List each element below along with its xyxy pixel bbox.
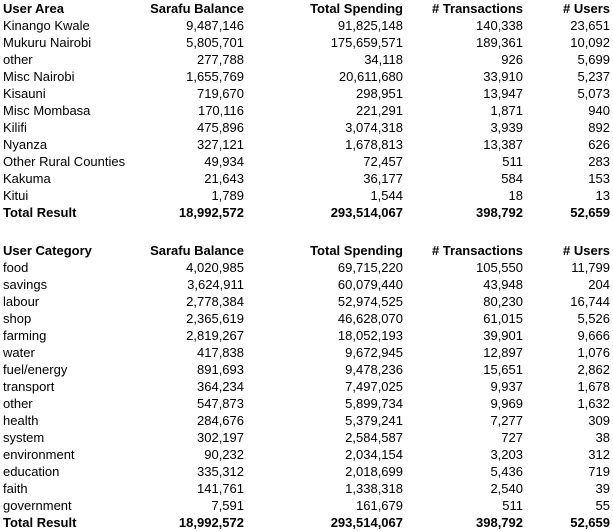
cell-users: 5,699: [577, 52, 610, 67]
cell-name: other: [3, 396, 33, 411]
cell-total-spending: 46,628,070: [337, 311, 403, 326]
column-header-name: User Area: [3, 1, 64, 16]
cell-sarafu-balance: 49,934: [204, 154, 244, 169]
cell-transactions: 9,937: [490, 379, 523, 394]
table-row: [0, 327, 613, 344]
table-row: [0, 119, 613, 136]
cell-total-spending: 72,457: [363, 154, 403, 169]
cell-total-spending: 91,825,148: [337, 18, 403, 33]
cell-sarafu-balance: 3,624,911: [187, 277, 244, 292]
cell-name: environment: [3, 447, 75, 462]
cell-transactions: 80,230: [483, 294, 523, 309]
cell-name: Misc Nairobi: [3, 69, 75, 84]
cell-sarafu-balance: 327,121: [197, 137, 244, 152]
cell-users: 39: [595, 481, 610, 496]
cell-users: 55: [595, 498, 610, 513]
cell-sarafu-balance: 547,873: [197, 396, 244, 411]
cell-total-spending: 1,544: [370, 188, 403, 203]
table-row: [0, 259, 613, 276]
column-header-sarafu-balance: Sarafu Balance: [150, 243, 244, 258]
total-cell-transactions: 398,792: [476, 515, 523, 530]
cell-total-spending: 9,672,945: [345, 345, 403, 360]
cell-name: Misc Mombasa: [3, 103, 91, 118]
total-cell-name: Total Result: [3, 205, 77, 220]
table-row: [0, 51, 613, 68]
column-header-sarafu-balance: Sarafu Balance: [150, 1, 244, 16]
cell-total-spending: 2,018,699: [345, 464, 403, 479]
cell-transactions: 61,015: [483, 311, 523, 326]
cell-name: system: [3, 430, 45, 445]
cell-total-spending: 5,899,734: [345, 396, 403, 411]
user-category-section: [0, 242, 613, 531]
cell-total-spending: 298,951: [356, 86, 403, 101]
cell-sarafu-balance: 141,761: [197, 481, 244, 496]
cell-sarafu-balance: 302,197: [197, 430, 244, 445]
cell-users: 153: [588, 171, 610, 186]
cell-users: 719: [588, 464, 610, 479]
cell-transactions: 5,436: [490, 464, 523, 479]
cell-users: 1,678: [577, 379, 610, 394]
cell-transactions: 3,203: [490, 447, 523, 462]
cell-total-spending: 175,659,571: [330, 35, 403, 50]
cell-sarafu-balance: 284,676: [197, 413, 244, 428]
cell-sarafu-balance: 7,591: [211, 498, 244, 513]
total-cell-total-spending: 293,514,067: [330, 205, 403, 220]
user-area-section: [0, 0, 613, 221]
cell-total-spending: 161,679: [356, 498, 403, 513]
table-row: [0, 310, 613, 327]
table-row: [0, 153, 613, 170]
cell-transactions: 926: [501, 52, 523, 67]
table-row: [0, 293, 613, 310]
cell-sarafu-balance: 719,670: [197, 86, 244, 101]
cell-users: 5,073: [577, 86, 610, 101]
cell-users: 626: [588, 137, 610, 152]
cell-transactions: 7,277: [490, 413, 523, 428]
column-header-users: # Users: [563, 1, 610, 16]
cell-users: 38: [595, 430, 610, 445]
cell-name: Other Rural Counties: [3, 154, 126, 169]
cell-name: savings: [3, 277, 48, 292]
cell-transactions: 2,540: [490, 481, 523, 496]
cell-transactions: 1,871: [490, 103, 523, 118]
table-row: [0, 187, 613, 204]
table-row: [0, 276, 613, 293]
table-row: [0, 446, 613, 463]
cell-name: Kisauni: [3, 86, 46, 101]
cell-total-spending: 7,497,025: [345, 379, 403, 394]
table-row: [0, 497, 613, 514]
cell-name: education: [3, 464, 60, 479]
cell-total-spending: 36,177: [363, 171, 403, 186]
cell-name: Mukuru Nairobi: [3, 35, 92, 50]
cell-sarafu-balance: 4,020,985: [186, 260, 244, 275]
cell-transactions: 13,387: [483, 137, 523, 152]
cell-users: 10,092: [570, 35, 610, 50]
cell-total-spending: 2,034,154: [345, 447, 403, 462]
cell-transactions: 33,910: [483, 69, 523, 84]
cell-total-spending: 1,338,318: [345, 481, 403, 496]
cell-sarafu-balance: 5,805,701: [186, 35, 244, 50]
cell-users: 283: [588, 154, 610, 169]
table-row: [0, 395, 613, 412]
cell-total-spending: 69,715,220: [337, 260, 403, 275]
cell-name: Nyanza: [3, 137, 48, 152]
cell-sarafu-balance: 364,234: [197, 379, 244, 394]
cell-name: farming: [3, 328, 47, 343]
column-header-users: # Users: [563, 243, 610, 258]
cell-total-spending: 5,379,241: [345, 413, 403, 428]
column-header-name: User Category: [3, 243, 92, 258]
table-row: [0, 412, 613, 429]
cell-total-spending: 18,052,193: [337, 328, 403, 343]
table-row: [0, 463, 613, 480]
cell-sarafu-balance: 417,838: [197, 345, 244, 360]
total-row: [0, 514, 613, 531]
cell-transactions: 3,939: [490, 120, 523, 135]
cell-name: transport: [3, 379, 55, 394]
cell-total-spending: 1,678,813: [345, 137, 403, 152]
cell-users: 1,632: [577, 396, 610, 411]
cell-total-spending: 34,118: [364, 52, 403, 67]
cell-users: 892: [588, 120, 610, 135]
cell-users: 9,666: [577, 328, 610, 343]
cell-sarafu-balance: 891,693: [197, 362, 244, 377]
cell-total-spending: 221,291: [356, 103, 403, 118]
cell-transactions: 13,947: [483, 86, 523, 101]
cell-users: 13: [595, 188, 610, 203]
cell-name: shop: [3, 311, 32, 326]
column-header-transactions: # Transactions: [431, 243, 523, 258]
cell-users: 16,744: [570, 294, 610, 309]
total-cell-sarafu-balance: 18,992,572: [178, 515, 244, 530]
cell-name: other: [3, 52, 33, 67]
cell-name: Kinango Kwale: [3, 18, 90, 33]
cell-total-spending: 3,074,318: [345, 120, 403, 135]
cell-users: 23,651: [570, 18, 610, 33]
spacer-row: [0, 221, 613, 242]
cell-name: government: [3, 498, 72, 513]
cell-name: health: [3, 413, 39, 428]
table-row: [0, 34, 613, 51]
total-cell-users: 52,659: [570, 515, 610, 530]
table-row: [0, 68, 613, 85]
cell-transactions: 189,361: [476, 35, 523, 50]
column-header-total-spending: Total Spending: [310, 243, 403, 258]
header-row: [0, 242, 613, 259]
total-cell-users: 52,659: [570, 205, 610, 220]
column-header-transactions: # Transactions: [431, 1, 523, 16]
table-row: [0, 429, 613, 446]
cell-sarafu-balance: 335,312: [197, 464, 244, 479]
table-row: [0, 170, 613, 187]
cell-sarafu-balance: 1,655,769: [186, 69, 244, 84]
cell-transactions: 140,338: [476, 18, 523, 33]
cell-name: Kitui: [3, 188, 29, 203]
table-row: [0, 378, 613, 395]
cell-name: faith: [3, 481, 28, 496]
cell-users: 2,862: [577, 362, 610, 377]
cell-name: Kakuma: [3, 171, 51, 186]
cell-sarafu-balance: 2,778,384: [186, 294, 244, 309]
cell-sarafu-balance: 90,232: [204, 447, 244, 462]
cell-transactions: 12,897: [483, 345, 523, 360]
cell-total-spending: 9,478,236: [345, 362, 403, 377]
table-row: [0, 102, 613, 119]
table-row: [0, 361, 613, 378]
cell-name: food: [3, 260, 29, 275]
cell-users: 11,799: [571, 260, 610, 275]
total-cell-sarafu-balance: 18,992,572: [178, 205, 244, 220]
cell-name: Kilifi: [3, 120, 27, 135]
cell-transactions: 18: [508, 188, 523, 203]
total-row: [0, 204, 613, 221]
cell-sarafu-balance: 475,896: [197, 120, 244, 135]
total-cell-total-spending: 293,514,067: [330, 515, 403, 530]
cell-total-spending: 20,611,680: [338, 69, 403, 84]
cell-users: 940: [588, 103, 610, 118]
cell-sarafu-balance: 2,819,267: [186, 328, 244, 343]
cell-transactions: 584: [501, 171, 523, 186]
section-spacer: [0, 221, 613, 242]
total-cell-name: Total Result: [3, 515, 77, 530]
cell-transactions: 43,948: [483, 277, 523, 292]
header-row: [0, 0, 613, 17]
cell-users: 312: [588, 447, 610, 462]
cell-transactions: 727: [501, 430, 523, 445]
cell-sarafu-balance: 21,643: [204, 171, 244, 186]
cell-transactions: 39,901: [483, 328, 523, 343]
cell-users: 5,237: [577, 69, 610, 84]
cell-total-spending: 52,974,525: [337, 294, 403, 309]
cell-users: 5,526: [577, 311, 610, 326]
cell-name: water: [3, 345, 35, 360]
cell-total-spending: 60,079,440: [337, 277, 403, 292]
cell-transactions: 15,651: [483, 362, 523, 377]
table-row: [0, 344, 613, 361]
table-row: [0, 85, 613, 102]
cell-transactions: 105,550: [476, 260, 523, 275]
cell-transactions: 511: [502, 498, 523, 513]
cell-name: labour: [3, 294, 40, 309]
cell-sarafu-balance: 9,487,146: [186, 18, 244, 33]
cell-users: 309: [588, 413, 610, 428]
total-cell-transactions: 398,792: [476, 205, 523, 220]
cell-transactions: 9,969: [490, 396, 523, 411]
cell-sarafu-balance: 1,789: [211, 188, 244, 203]
table-row: [0, 17, 613, 34]
cell-sarafu-balance: 170,116: [197, 103, 244, 118]
cell-transactions: 511: [502, 154, 523, 169]
table-row: [0, 136, 613, 153]
cell-users: 204: [588, 277, 610, 292]
cell-sarafu-balance: 277,788: [197, 52, 244, 67]
cell-users: 1,076: [577, 345, 610, 360]
cell-sarafu-balance: 2,365,619: [186, 311, 244, 326]
cell-name: fuel/energy: [3, 362, 68, 377]
cell-total-spending: 2,584,587: [345, 430, 403, 445]
table-row: [0, 480, 613, 497]
column-header-total-spending: Total Spending: [310, 1, 403, 16]
